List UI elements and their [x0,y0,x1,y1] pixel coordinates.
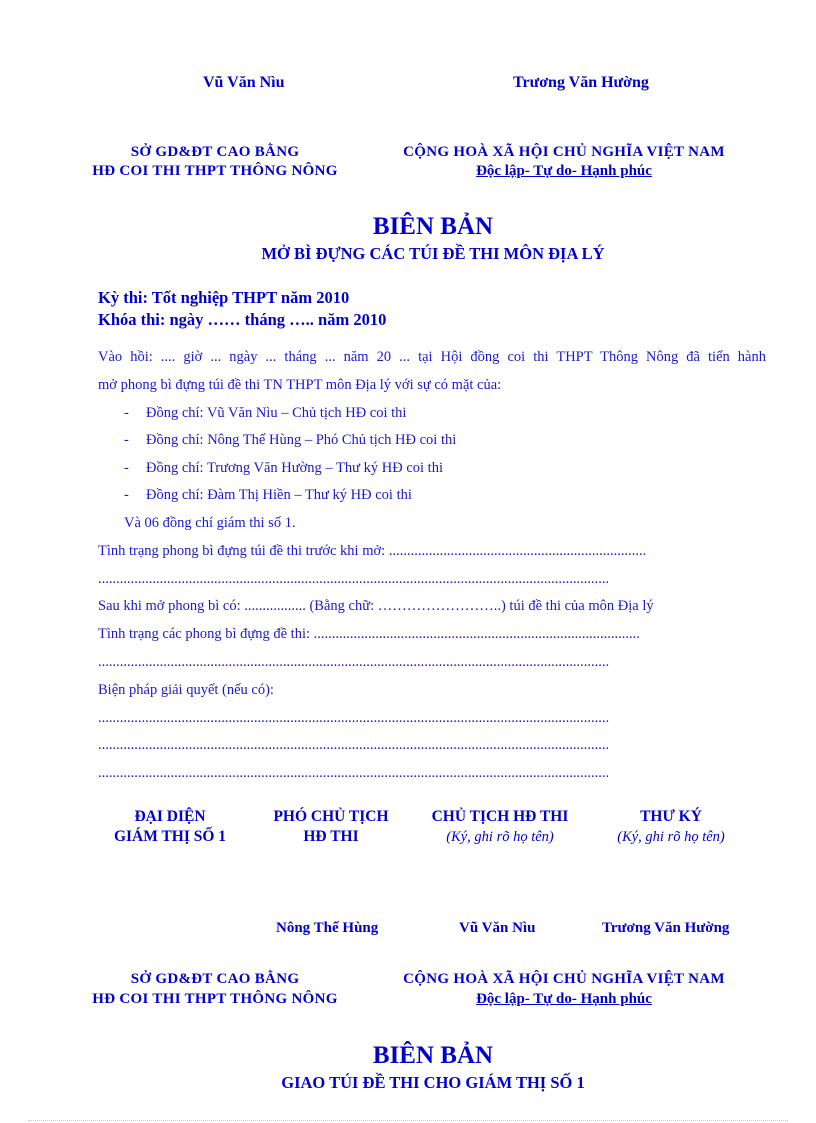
member-bullet: - [124,460,129,476]
top-signer-right: Trương Văn Hường [513,74,649,91]
status-envelopes: Tình trạng các phong bì đựng đề thi: .......................................................................................... [98,626,640,642]
country-name: CỘNG HOÀ XÃ HỘI CHỦ NGHĨA VIỆT NAM [403,144,725,160]
council-name: HĐ COI THI THPT THÔNG NÔNG [92,163,338,179]
member-item: Đồng chí: Đàm Thị Hiền – Thư ký HĐ coi thi [146,487,412,503]
dotted-line: ............................................................................................................................................. [98,737,610,753]
doc1-subtitle: MỞ BÌ ĐỰNG CÁC TÚI ĐỀ THI MÔN ĐỊA LÝ [261,244,605,263]
member-bullet: - [124,487,129,503]
solution-label: Biện pháp giải quyết (nếu có): [98,682,274,698]
intro-line-2: mở phong bì đựng túi đề thi TN THPT môn Địa lý với sự có mặt của: [98,377,502,393]
agency-name: SỞ GD&ĐT CAO BẰNG [130,971,300,987]
page-separator [28,1120,788,1121]
dotted-line: ............................................................................................................................................. [98,765,610,781]
member-item: Đồng chí: Vũ Văn Nìu – Chủ tịch HĐ coi thi [146,405,407,421]
doc2-subtitle: GIAO TÚI ĐỀ THI CHO GIÁM THỊ SỐ 1 [281,1073,585,1092]
status-before-open: Tình trạng phong bì đựng túi đề thi trước khi mở: ....................................................................... [98,543,647,559]
member-bullet: - [124,405,129,421]
member-bullet: - [124,432,129,448]
intro-line-1: Vào hồi: .... giờ ... ngày ... tháng ... năm 20 ... tại Hội đồng coi thi THPT Thông Nông đã tiến hành [98,349,766,365]
signer-name: Trương Văn Hường [602,920,730,936]
sign-col-title: CHỦ TỊCH HĐ THI [431,808,569,825]
doc2-title: BIÊN BẢN [372,1042,494,1069]
after-open-line: Sau khi mở phong bì có: ................. (Bằng chữ: ……………………..) túi đề thi của môn Địa lý [98,598,654,614]
motto [370,163,758,180]
motto-text: Độc lập- Tự do- Hạnh phúc [476,991,652,1007]
member-item: Đồng chí: Nông Thế Hùng – Phó Chủ tịch HĐ coi thi [146,432,457,448]
dotted-line: ............................................................................................................................................. [98,710,610,726]
sign-col-note: (Ký, ghi rõ họ tên) [446,829,554,845]
sign-col-subtitle: GIÁM THỊ SỐ 1 [113,828,227,845]
exam-date-line: Khóa thi: ngày …… tháng ….. năm 2010 [98,310,387,329]
member-item: Đồng chí: Trương Văn Hường – Thư ký HĐ coi thi [146,460,443,476]
dotted-line: ............................................................................................................................................. [98,571,610,587]
sign-col-title: PHÓ CHỦ TỊCH [273,808,389,825]
supervisors-line: Và 06 đồng chí giám thi số 1. [124,515,296,531]
agency-name: SỞ GD&ĐT CAO BẰNG [130,144,300,160]
dotted-line: ............................................................................................................................................. [98,654,610,670]
top-signer-left: Vũ Văn Nìu [203,74,285,91]
exam-line: Kỳ thi: Tốt nghiệp THPT năm 2010 [98,288,350,307]
sign-col-title: ĐẠI DIỆN [134,808,206,825]
doc1-title: BIÊN BẢN [372,213,494,240]
signer-name: Vũ Văn Nìu [459,920,536,936]
sign-col-title: THƯ KÝ [640,808,702,825]
motto-text: Độc lập- Tự do- Hạnh phúc [476,163,652,179]
sign-col-subtitle: HĐ THI [303,828,359,845]
sign-col-note: (Ký, ghi rõ họ tên) [617,829,725,845]
council-name: HĐ COI THI THPT THÔNG NÔNG [92,991,338,1007]
signer-name: Nông Thế Hùng [276,920,379,936]
country-name: CỘNG HOÀ XÃ HỘI CHỦ NGHĨA VIỆT NAM [403,971,725,987]
motto [370,991,758,1008]
